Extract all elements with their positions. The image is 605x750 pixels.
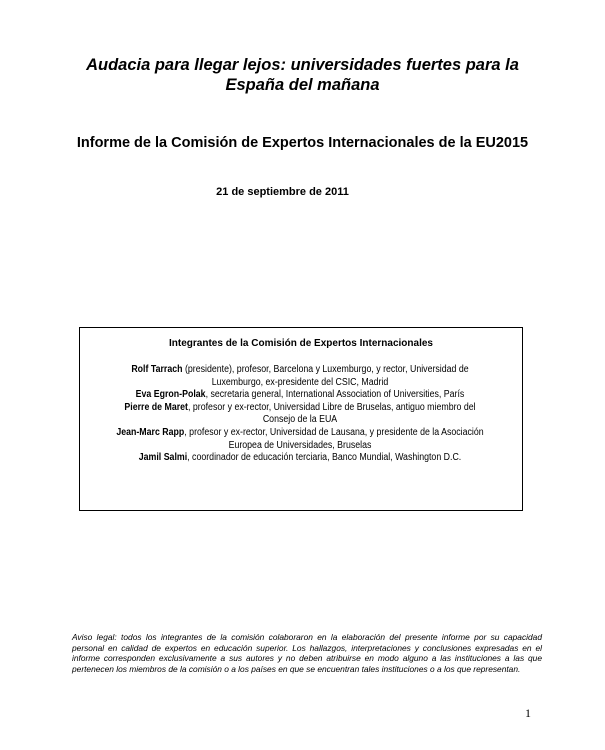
member-name: Pierre de Maret [124,401,188,413]
commission-members-box [79,327,523,511]
member-description: (presidente), profesor, Barcelona y Luxemburgo, y rector, Universidad de Luxemburgo, ex-presidente del CSIC, Madrid [182,364,469,388]
member-entry [115,402,485,427]
member-name: Rolf Tarrach [131,364,183,375]
page-number: 1 [525,706,531,720]
member-description: , secretaria general, International Association of Universities, París [205,389,465,401]
member-entry [115,452,485,465]
member-entry [115,427,485,452]
member-entry [115,364,485,389]
member-description: , profesor y ex-rector, Universidad Libre de Bruselas, antiguo miembro del Consejo de la EUA [187,401,476,426]
legal-disclaimer: Aviso legal: todos los integrantes de la comisión colaboraron en la elaboración del presente informe por su capacidad personal en calidad de expertos en educación superior. Los hallazgos, interpretaciones y conclusiones expresadas en el informe corresponden exclusivamente a sus autores y no deben atribuirse en modo alguno a las instituciones a las que pertenecen los miembros de la comisión o a los países en que se encuentran tales instituciones o a los que representan. [72,632,542,674]
document-subtitle: Informe de la Comisión de Expertos Internacionales de la EU2015 [76,135,529,151]
member-name: Jean-Marc Rapp [116,426,185,438]
member-entry [115,389,485,402]
member-list [115,364,485,465]
member-name: Eva Egron-Polak [135,389,206,401]
members-box-heading: Integrantes de la Comisión de Expertos Internacionales [169,338,433,349]
member-name: Jamil Salmi [138,452,188,464]
member-description: , profesor y ex-rector, Universidad de Lausana, y presidente de la Asociación Europea de Universidades, Bruselas [184,426,484,451]
member-description: , coordinador de educación terciaria, Banco Mundial, Washington D.C. [187,452,462,464]
document-title: Audacia para llegar lejos: universidades fuertes para la España del mañana [86,56,519,94]
document-date: 21 de septiembre de 2011 [216,186,349,198]
